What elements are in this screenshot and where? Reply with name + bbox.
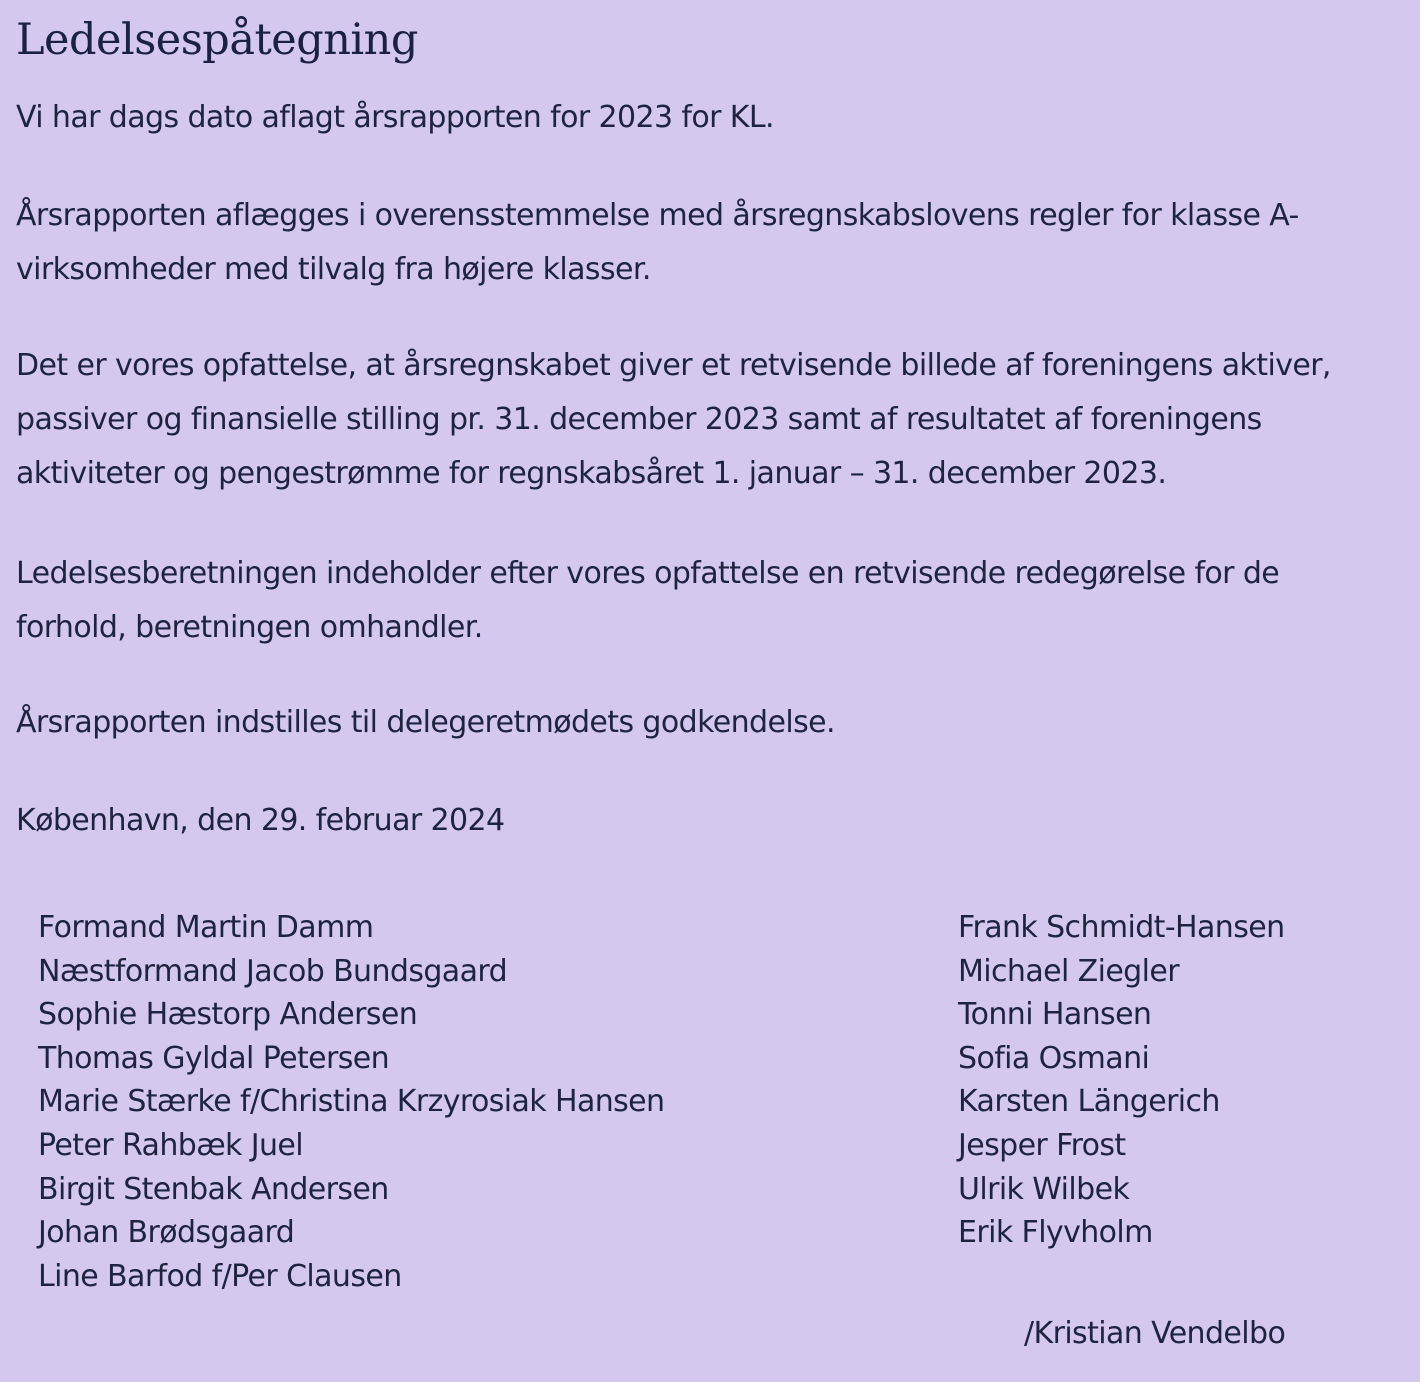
- signer-name: Johan Brødsgaard: [38, 1215, 295, 1251]
- paragraph-line: virksomheder med tilvalg fra højere klasser.: [16, 252, 651, 287]
- signer-name: Karsten Längerich: [958, 1084, 1220, 1120]
- signer-name: Formand Martin Damm: [38, 910, 374, 945]
- page-title: Ledelsespåtegning: [16, 15, 418, 65]
- signers-right-column: [958, 906, 1285, 1255]
- paragraph-basis: [16, 189, 1299, 297]
- paragraph-recommendation: [16, 696, 835, 750]
- paragraph-line: forhold, beretningen omhandler.: [16, 610, 483, 645]
- paragraph-line: passiver og finansielle stilling pr. 31. december 2023 samt af resultatet af foreningens: [16, 402, 1262, 437]
- signer-name: Marie Stærke f/Christina Krzyrosiak Hansen: [38, 1084, 665, 1120]
- paragraph-opinion: [16, 339, 1331, 501]
- signer-name: Frank Schmidt-Hansen: [958, 910, 1285, 945]
- closing-signature: /Kristian Vendelbo: [1024, 1316, 1286, 1351]
- paragraph-line: København, den 29. februar 2024: [16, 803, 505, 838]
- paragraph-management-report: [16, 547, 1279, 655]
- paragraph-line: Årsrapporten aflægges i overensstemmelse med årsregnskabslovens regler for klasse A-: [16, 198, 1299, 233]
- paragraph-line: aktiviteter og pengestrømme for regnskabsåret 1. januar – 31. december 2023.: [16, 456, 1167, 491]
- signer-name: Sofia Osmani: [958, 1040, 1150, 1076]
- place-and-date: [16, 794, 505, 848]
- signers-left-column: [38, 906, 664, 1298]
- signer-name: Line Barfod f/Per Clausen: [38, 1258, 402, 1294]
- signer-name: Næstformand Jacob Bundsgaard: [38, 953, 508, 989]
- signer-name: Sophie Hæstorp Andersen: [38, 997, 418, 1033]
- paragraph-line: Vi har dags dato aflagt årsrapporten for 2023 for KL.: [16, 100, 774, 135]
- paragraph-line: Ledelsesberetningen indeholder efter vores opfattelse en retvisende redegørelse for de: [16, 556, 1280, 591]
- paragraph-line: Årsrapporten indstilles til delegeretmødets godkendelse.: [16, 705, 835, 740]
- paragraph-line: Det er vores opfattelse, at årsregnskabet giver et retvisende billede af foreningens aktiver,: [16, 348, 1331, 383]
- signer-name: Thomas Gyldal Petersen: [38, 1040, 390, 1076]
- paragraph-intro: [16, 91, 774, 145]
- signer-name: Tonni Hansen: [958, 997, 1152, 1033]
- signer-name: Ulrik Wilbek: [958, 1171, 1130, 1207]
- signer-name: Erik Flyvholm: [958, 1215, 1153, 1251]
- signer-name: Michael Ziegler: [958, 953, 1179, 989]
- signer-name: Jesper Frost: [958, 1127, 1126, 1163]
- signer-name: Birgit Stenbak Andersen: [38, 1171, 389, 1207]
- signer-name: Peter Rahbæk Juel: [38, 1127, 304, 1163]
